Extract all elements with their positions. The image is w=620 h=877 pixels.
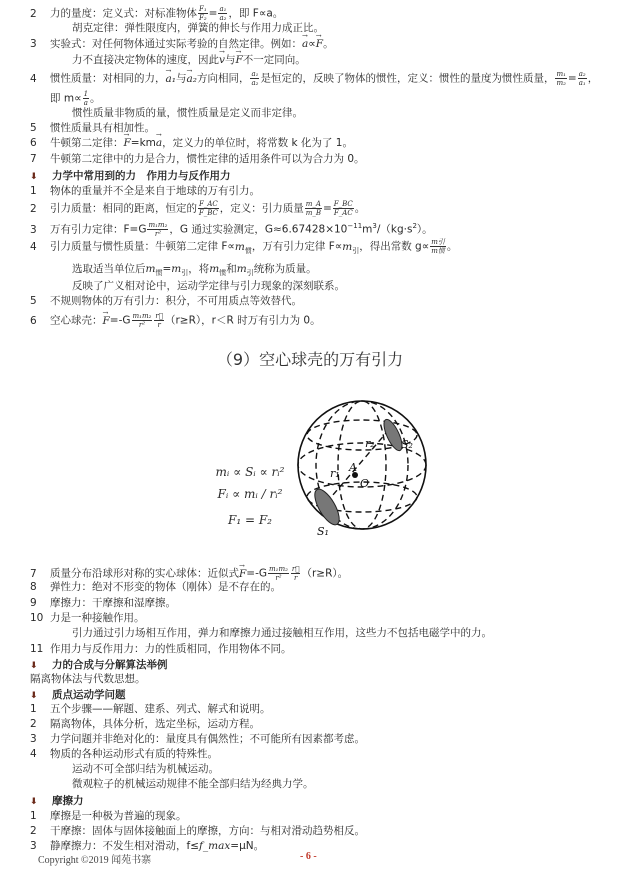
text-segment: = xyxy=(208,7,218,20)
text-segment: 实验式：对任何物体通过实际考验的自然定律。例如： xyxy=(50,38,302,50)
math-fraction xyxy=(291,565,301,582)
fraction-numerator: m₁m₂ xyxy=(132,312,152,320)
fraction-numerator: r⃗ xyxy=(155,312,163,320)
item-number: 3 xyxy=(30,840,37,852)
text-segment: ， xyxy=(587,72,599,85)
text-segment: 物体的重量并不全是来自于地球的万有引力。 xyxy=(50,185,260,197)
item-number: 2 xyxy=(30,825,37,837)
item-number: 7 xyxy=(30,567,37,580)
text-segment: 力不直接决定物体的速度，因此 xyxy=(72,54,219,66)
list-item xyxy=(30,70,598,87)
text-segment: 是恒定的，反映了物体的惯性，定义：惯性的量度为惯性质量， xyxy=(260,72,555,85)
math-vector: → a xyxy=(156,136,162,150)
text-segment: 牛顿第二定律中的力是合力，惯性定律的适用条件可以为合力为 0。 xyxy=(50,153,365,165)
text-segment: 统称为质量。 xyxy=(253,263,317,275)
fraction-denominator: r xyxy=(157,321,161,329)
copyright-footer: Copyright ©2019 闻苑书寨 xyxy=(38,855,152,866)
text-segment: 引力质量：相同的距离，恒定的 xyxy=(50,202,197,215)
list-item xyxy=(30,580,281,594)
item-number: 1 xyxy=(30,185,37,197)
text-segment: 即 m∝ xyxy=(50,92,82,105)
math-vector: → a xyxy=(302,37,308,51)
text-segment: /（kg·s xyxy=(376,223,413,236)
text-segment: 隔离物体，具体分析，选定坐标，运动方程。 xyxy=(50,718,260,730)
section-heading xyxy=(30,168,231,183)
fraction-numerator: m_A xyxy=(305,200,321,208)
fraction-denominator: r² xyxy=(154,230,161,238)
math-fraction xyxy=(132,312,153,329)
text-segment: ，定义力的单位时，将常数 k 化为了 1。 xyxy=(162,137,353,149)
text-segment: 作用力与反作用力：力的性质相同，作用物体不同。 xyxy=(50,643,292,655)
text-segment: 方向相同， xyxy=(196,72,250,85)
math-vector: → a₁ xyxy=(166,72,176,86)
item-number: 4 xyxy=(30,748,37,760)
list-item xyxy=(30,824,365,838)
fraction-denominator: F_BC xyxy=(198,209,218,217)
list-item xyxy=(30,717,260,731)
item-number: 10 xyxy=(30,612,44,624)
text-segment: 干摩擦：固体与固体接触面上的摩擦，方向：与相对滑动趋势相反。 xyxy=(50,825,365,837)
list-item xyxy=(30,184,260,198)
list-item xyxy=(30,136,353,150)
math-subscript: 惯 xyxy=(155,269,163,278)
fraction-numerator: m₁m₂ xyxy=(148,221,168,229)
item-number: 2 xyxy=(30,202,37,215)
math-subscripted xyxy=(236,263,254,278)
text-segment: 摩擦力：干摩擦和湿摩擦。 xyxy=(50,597,176,609)
text-segment: 惯性质量：对相同的力， xyxy=(50,72,166,85)
item-number: 3 xyxy=(30,733,37,745)
math-fraction xyxy=(555,70,566,87)
equation-3: F₁ = F₂ xyxy=(228,513,272,527)
math-fraction xyxy=(198,200,219,217)
fraction-denominator: F₂ xyxy=(199,14,207,22)
item-number: 5 xyxy=(30,122,37,134)
text-segment: （r≥R）。 xyxy=(301,567,349,580)
list-item xyxy=(30,294,302,308)
math-subscript: 惯 xyxy=(219,269,227,278)
fraction-numerator: r⃗ xyxy=(291,565,300,573)
math-fraction xyxy=(83,90,89,107)
math-base: m xyxy=(145,263,156,275)
text-segment: ，万有引力定律 F∝ xyxy=(251,240,343,253)
fraction-denominator: m_B xyxy=(305,209,322,217)
fraction-denominator: F_AC xyxy=(333,209,353,217)
text-segment: 力是一种接触作用。 xyxy=(50,612,145,624)
text-segment: 与 xyxy=(224,54,236,66)
text-segment: 微观粒子的机械运动规律不能全部归结为经典力学。 xyxy=(72,778,314,790)
text-segment: 反映了广义相对论中，运动学定律与引力现象的深刻联系。 xyxy=(72,280,345,292)
fraction-numerator: m引 xyxy=(431,238,445,246)
list-item xyxy=(30,37,334,51)
math-subscript: 引 xyxy=(246,269,254,278)
text-segment: 空心球壳： xyxy=(50,314,103,327)
sphere-diagram xyxy=(205,395,435,540)
page-number: - 6 - xyxy=(300,851,317,862)
text-segment: 摩擦是一种极为普遍的现象。 xyxy=(50,810,187,822)
math-base: m xyxy=(342,240,353,253)
item-number: 5 xyxy=(30,295,37,307)
math-fraction xyxy=(154,312,164,329)
fraction-numerator: F_AC xyxy=(199,200,218,208)
text-segment: 弹性力：绝对不形变的物体（刚体）是不存在的。 xyxy=(50,581,281,593)
math-fraction xyxy=(147,221,168,238)
label-o: O xyxy=(360,477,370,490)
text-segment: 万有引力定律：F=G xyxy=(50,223,147,236)
section-heading xyxy=(30,687,126,702)
text-segment: 运动不可全部归结为机械运动。 xyxy=(72,763,219,775)
fraction-numerator: m₁ xyxy=(556,70,566,78)
list-item xyxy=(72,777,314,791)
list-item xyxy=(30,809,187,823)
list-item xyxy=(72,279,345,293)
text-segment: ，定义：引力质量 xyxy=(219,202,304,215)
text-segment: 物质的各种运动形式有质的特殊性。 xyxy=(50,748,218,760)
text-segment: 引力质量与惯性质量：牛顿第二定律 F∝ xyxy=(50,240,235,253)
text-segment: 不规则物体的万有引力：积分，不可用质点等效替代。 xyxy=(50,295,302,307)
text-segment: ，G 通过实验测定，G≈6.67428×10 xyxy=(169,223,348,236)
text-segment: 隔离物体法与代数思想。 xyxy=(30,673,146,685)
text-segment: 惯性质量具有相加性。 xyxy=(50,122,155,134)
fraction-denominator: r² xyxy=(138,321,146,329)
arrow-down-bullet-icon: ⬇ xyxy=(30,661,38,671)
fraction-denominator: a₂ xyxy=(251,79,259,87)
item-number: 6 xyxy=(30,137,37,149)
math-fraction xyxy=(198,5,208,22)
fraction-denominator: a₁ xyxy=(578,79,586,87)
math-subscripted xyxy=(145,263,163,278)
math-fraction xyxy=(430,238,446,255)
item-number: 7 xyxy=(30,153,37,165)
label-s1: S₁ xyxy=(317,525,329,538)
item-number: 4 xyxy=(30,72,37,85)
hollow-sphere-figure xyxy=(205,395,435,540)
arrow-down-bullet-icon: ⬇ xyxy=(30,797,38,807)
label-r1: r₁ xyxy=(330,467,340,480)
text-segment: =-G xyxy=(109,314,131,327)
text-segment: （r≥R），r＜R 时万有引力为 0。 xyxy=(164,314,321,327)
math-base: m xyxy=(234,240,245,253)
list-item xyxy=(30,747,218,761)
math-superscript: −11 xyxy=(347,222,363,230)
list-item xyxy=(30,200,365,217)
list-item xyxy=(72,262,317,280)
math-fraction xyxy=(250,70,259,87)
math-subscripted xyxy=(342,241,359,253)
list-item xyxy=(30,672,146,686)
math-fraction xyxy=(333,200,354,217)
heading-text: 摩擦力 xyxy=(52,795,84,807)
fraction-denominator: m惯 xyxy=(431,247,445,255)
list-item xyxy=(30,5,283,22)
list-item xyxy=(30,312,321,329)
math-vector: → v xyxy=(219,53,225,67)
item-number: 9 xyxy=(30,597,37,609)
text-segment: 。 xyxy=(354,202,366,215)
fraction-denominator: a₂ xyxy=(219,14,227,22)
math-subscript: 惯 xyxy=(244,246,252,255)
text-segment: 胡克定律：弹性限度内，弹簧的伸长与作用力成正比。 xyxy=(72,22,324,34)
sphere-outline xyxy=(298,401,426,529)
text-segment: 引力通过引力场相互作用，弹力和摩擦力通过接触相互作用，这些力不包括电磁学中的力。 xyxy=(72,627,492,639)
text-segment: 力的量度：定义式：对标准物体 xyxy=(50,7,197,20)
list-item xyxy=(30,219,433,238)
fraction-denominator: r xyxy=(294,574,298,582)
fraction-numerator: F_BC xyxy=(333,200,353,208)
list-item xyxy=(30,238,457,258)
math-fraction xyxy=(578,70,587,87)
heading-text: 力学中常用到的力 作用力与反作用力 xyxy=(52,170,231,182)
list-item xyxy=(50,90,101,107)
item-number: 1 xyxy=(30,703,37,715)
text-segment: ∝ xyxy=(308,38,316,50)
fraction-numerator: a₁ xyxy=(219,5,227,13)
text-segment: = xyxy=(567,72,577,85)
fraction-denominator: a xyxy=(83,99,88,107)
math-superscript: 2 xyxy=(412,222,417,230)
list-item xyxy=(30,596,176,610)
section-heading xyxy=(30,793,84,808)
item-number: 4 xyxy=(30,240,37,253)
fraction-denominator: r² xyxy=(275,574,282,582)
math-subscripted xyxy=(235,241,252,253)
text-segment: =km xyxy=(130,137,156,149)
text-segment: = xyxy=(162,263,172,275)
math-italic: f_max xyxy=(199,840,231,852)
fraction-denominator: m₂ xyxy=(556,79,566,87)
fraction-numerator: a₂ xyxy=(578,70,586,78)
text-segment: ，将 xyxy=(188,263,210,275)
math-base: m xyxy=(171,263,182,275)
item-number: 3 xyxy=(30,223,37,236)
arrow-down-bullet-icon: ⬇ xyxy=(30,691,38,701)
surface-s1 xyxy=(310,486,344,529)
fraction-numerator: a₁ xyxy=(251,70,259,78)
heading-text: 质点运动学问题 xyxy=(52,689,126,701)
math-vector: → F xyxy=(124,136,131,150)
text-segment: =μN。 xyxy=(230,840,265,852)
math-fraction xyxy=(218,5,227,22)
arrow-down-bullet-icon: ⬇ xyxy=(30,172,38,182)
fraction-numerator: F₁ xyxy=(199,5,207,13)
section-title: （9）空心球壳的万有引力 xyxy=(216,350,404,369)
list-item xyxy=(72,762,219,776)
math-vector: → F xyxy=(316,37,323,51)
math-vector: → a₂ xyxy=(186,72,196,86)
label-s2: S₂ xyxy=(401,438,413,451)
label-r2: r₂ xyxy=(365,437,375,450)
list-item xyxy=(30,121,155,135)
math-subscript: 引 xyxy=(181,269,189,278)
list-item xyxy=(72,21,324,35)
text-segment: ，即 F∝a。 xyxy=(228,7,284,20)
text-segment: 。 xyxy=(323,38,334,50)
math-subscripted xyxy=(209,263,227,278)
text-segment: 惯性质量非物质的量，惯性质量是定义而非定律。 xyxy=(72,107,303,119)
list-item xyxy=(30,152,365,166)
list-item xyxy=(72,626,492,640)
math-subscript: 引 xyxy=(352,246,360,255)
text-segment: ，得出常数 g∝ xyxy=(359,240,430,253)
heading-text: 力的合成与分解算法举例 xyxy=(52,659,168,671)
text-segment: = xyxy=(322,202,332,215)
list-item xyxy=(72,106,303,120)
math-base: m xyxy=(209,263,220,275)
item-number: 3 xyxy=(30,38,37,50)
math-vector: → F xyxy=(235,53,242,67)
text-segment: 质量分布沿球形对称的实心球体：近似式 xyxy=(50,567,239,580)
item-number: 2 xyxy=(30,718,37,730)
label-a: A xyxy=(349,461,357,474)
list-item xyxy=(30,611,145,625)
text-segment: m xyxy=(362,223,373,236)
equation-2: Fᵢ ∝ mᵢ / rᵢ² xyxy=(217,487,283,501)
text-segment: 五个步骤——解题、建系、列式、解式和说明。 xyxy=(50,703,271,715)
text-segment: 力学问题并非绝对化的：量度具有偶然性；不可能所有因素都考虑。 xyxy=(50,733,365,745)
text-segment: ）。 xyxy=(416,223,433,236)
item-number: 1 xyxy=(30,810,37,822)
text-segment: 。 xyxy=(90,92,101,105)
item-number: 6 xyxy=(30,314,37,327)
fraction-numerator: 1 xyxy=(83,90,89,98)
math-base: m xyxy=(236,263,247,275)
text-segment: 不一定同向。 xyxy=(242,54,306,66)
text-segment: 静摩擦力：不发生相对滑动，f≤ xyxy=(50,840,199,852)
item-number: 8 xyxy=(30,581,37,593)
list-item xyxy=(30,702,271,716)
list-item xyxy=(30,642,292,656)
math-fraction xyxy=(305,200,322,217)
equation-1: mᵢ ∝ Sᵢ ∝ rᵢ² xyxy=(215,465,285,479)
item-number: 2 xyxy=(30,7,37,20)
section-heading xyxy=(30,657,168,672)
list-item xyxy=(30,732,365,746)
text-segment: 牛顿第二定律： xyxy=(50,137,124,149)
math-subscripted xyxy=(171,263,189,278)
item-number: 11 xyxy=(30,643,44,655)
math-vector: → F xyxy=(239,567,246,581)
text-segment: 选取适当单位后 xyxy=(72,263,146,275)
text-segment: =-G xyxy=(246,567,268,580)
text-segment: 与 xyxy=(175,72,187,85)
text-segment: 。 xyxy=(446,240,458,253)
text-segment: 和 xyxy=(226,263,237,275)
fraction-numerator: m₁m₂ xyxy=(269,565,288,573)
math-superscript: 3 xyxy=(372,222,377,230)
math-vector: → F xyxy=(103,314,110,328)
